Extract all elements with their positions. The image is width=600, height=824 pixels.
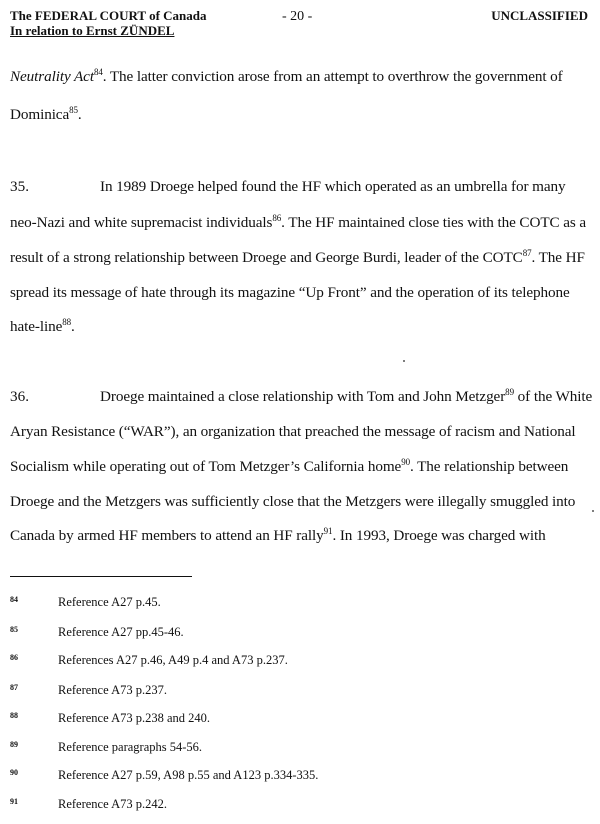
footnote-text: Reference A27 p.59, A98 p.55 and A123 p.334-335. [58, 768, 319, 782]
body-line [10, 68, 563, 86]
header-left [10, 8, 207, 38]
body-line [10, 458, 568, 476]
line-text: In 1989 Droege helped found the HF which operated as an umbrella for many [100, 178, 566, 195]
line-text: result of a strong relationship between Droege and George Burdi, leader of the COTC [10, 249, 523, 266]
line-text: Droege and the Metzgers was sufficiently close that the Metzgers were illegally smuggled into [10, 493, 576, 510]
body-line [10, 423, 576, 441]
footnote-ref: 89 [505, 387, 514, 397]
body-line [10, 249, 585, 267]
body-line [10, 284, 570, 302]
body-line [10, 527, 546, 545]
footnote-ref: 88 [62, 317, 72, 327]
line-text: . The relationship between [410, 458, 569, 475]
line-text: Dominica [10, 106, 70, 123]
court-name: The FEDERAL COURT of Canada [10, 8, 207, 23]
footnote-text: Reference A27 p.45. [58, 595, 161, 609]
footnote [10, 683, 167, 698]
footnote-mark: 90 [10, 768, 18, 777]
footnote-ref: 84 [93, 67, 103, 77]
line-text: . The latter conviction arose from an attempt to overthrow the government of [102, 68, 563, 85]
line-text: . The HF maintained close ties with the COTC as a [281, 214, 587, 231]
body-line [10, 493, 575, 511]
footnote-ref: 87 [522, 248, 532, 258]
footnote-ref: 90 [401, 457, 411, 467]
footnote [10, 797, 167, 812]
footnote [10, 711, 210, 726]
footnote [10, 740, 202, 755]
footnote-ref: 85 [69, 105, 78, 115]
footnote-mark: 88 [10, 711, 18, 720]
line-text: Canada by armed HF members to attend an HF rally [10, 527, 324, 544]
case-relation: In relation to Ernst ZÜNDEL [10, 23, 175, 38]
line-text: . The HF [531, 249, 585, 266]
line-text: . In 1993, Droege was charged with [332, 527, 546, 544]
footnote-ref: 91 [323, 526, 333, 536]
body-line [10, 214, 586, 232]
footnote-text: References A27 p.46, A49 p.4 and A73 p.237. [58, 653, 288, 667]
footnote-mark: 85 [10, 625, 18, 634]
footnote-text: Reference A27 pp.45-46. [58, 625, 184, 639]
footnote [10, 768, 318, 783]
line-text: hate-line [10, 318, 63, 335]
page-header [10, 8, 588, 42]
line-text: of the White [513, 388, 593, 405]
footnote-divider [10, 576, 192, 577]
footnote [10, 653, 288, 668]
footnote [10, 595, 161, 610]
page-number: - 20 - [282, 9, 313, 24]
line-text: spread its message of hate through its magazine “Up Front” and the operation of its telephone [10, 284, 570, 301]
footnote-mark: 91 [10, 797, 18, 806]
footnote [10, 625, 184, 640]
body-line [100, 178, 565, 196]
footnote-text: Reference paragraphs 54-56. [58, 740, 203, 754]
scan-speck [403, 360, 405, 362]
body-line [100, 388, 592, 406]
classification-label: UNCLASSIFIED [491, 8, 588, 23]
line-text: neo-Nazi and white supremacist individuals [10, 214, 273, 231]
line-text: . [71, 318, 75, 335]
footnote-text: Reference A73 p.242. [58, 797, 167, 811]
footnote-text: Reference A73 p.237. [58, 683, 167, 697]
footnote-text: Reference A73 p.238 and 240. [58, 711, 211, 725]
act-name: Neutrality Act [10, 68, 94, 85]
line-text: Aryan Resistance (“WAR”), an organization that preached the message of racism and National [10, 423, 576, 440]
footnote-mark: 84 [10, 595, 18, 604]
footnote-mark: 89 [10, 740, 18, 749]
scan-speck [592, 510, 594, 512]
body-line [10, 318, 75, 336]
footnote-ref: 86 [272, 213, 282, 223]
line-text: Socialism while operating out of Tom Metzger’s California home [10, 458, 402, 475]
footnote-mark: 87 [10, 683, 18, 692]
footnote-mark: 86 [10, 653, 18, 662]
paragraph-number: 36. [10, 388, 29, 405]
paragraph-number: 35. [10, 178, 29, 195]
body-line [10, 106, 82, 124]
line-text: Droege maintained a close relationship with Tom and John Metzger [100, 388, 506, 405]
line-text: . [77, 106, 82, 123]
